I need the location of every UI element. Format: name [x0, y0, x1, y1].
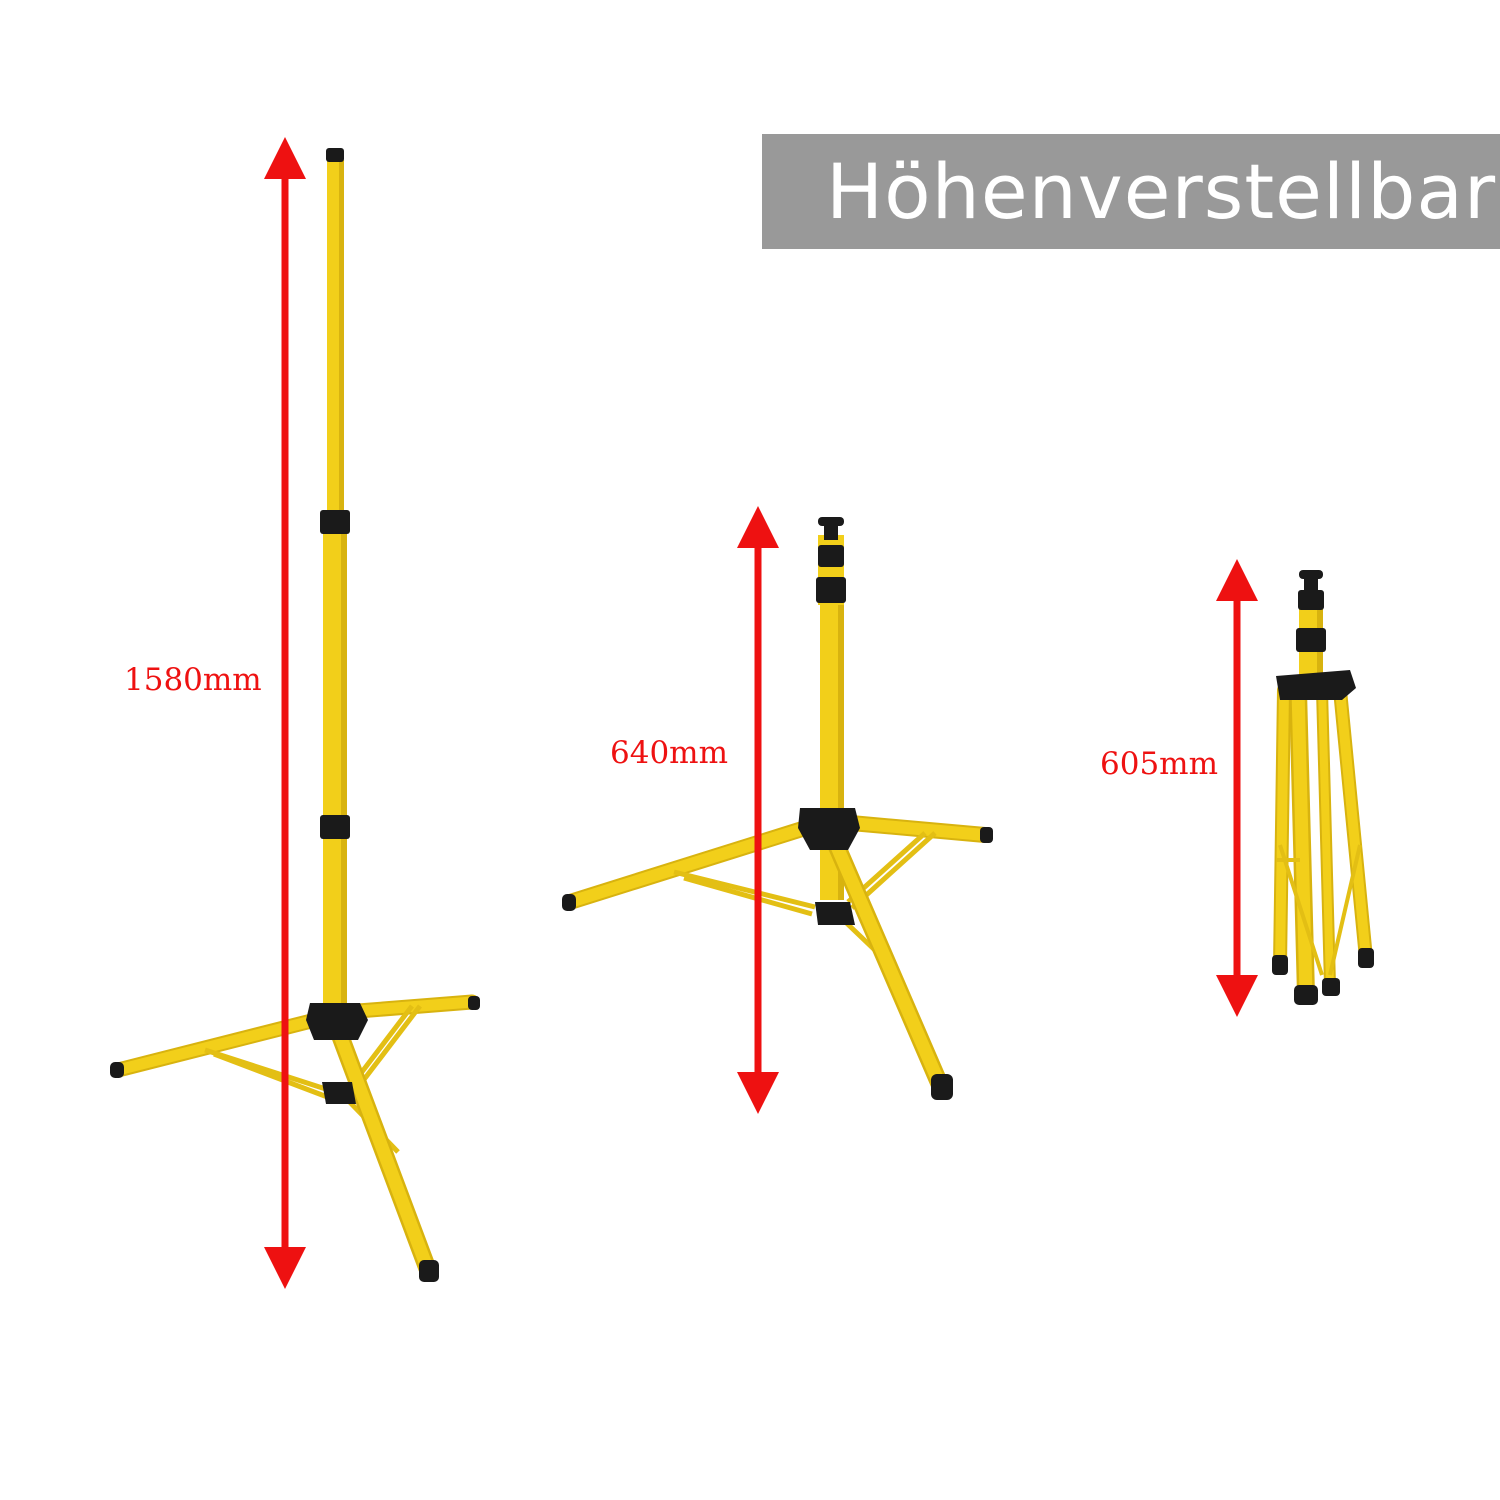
- tripod-legs-back: [118, 1002, 472, 1070]
- tripod-folded: [1272, 570, 1374, 1005]
- dimension-arrows: [285, 158, 1237, 1268]
- dimension-label-folded: 605mm: [1100, 746, 1218, 782]
- banner-title: Höhenverstellbar: [826, 147, 1497, 236]
- telescopic-pole: [320, 148, 350, 1020]
- dimension-label-retracted: 640mm: [610, 735, 728, 771]
- tripod-leg-front: [338, 1030, 428, 1270]
- folded-braces: [1276, 845, 1360, 975]
- tripod-leg-front: [832, 835, 940, 1085]
- tripod-extended: [110, 148, 480, 1282]
- folded-legs: [1280, 690, 1366, 995]
- tripod-retracted: [562, 517, 993, 1100]
- dimension-label-extended: 1580mm: [124, 662, 262, 698]
- telescopic-pole: [1296, 570, 1326, 680]
